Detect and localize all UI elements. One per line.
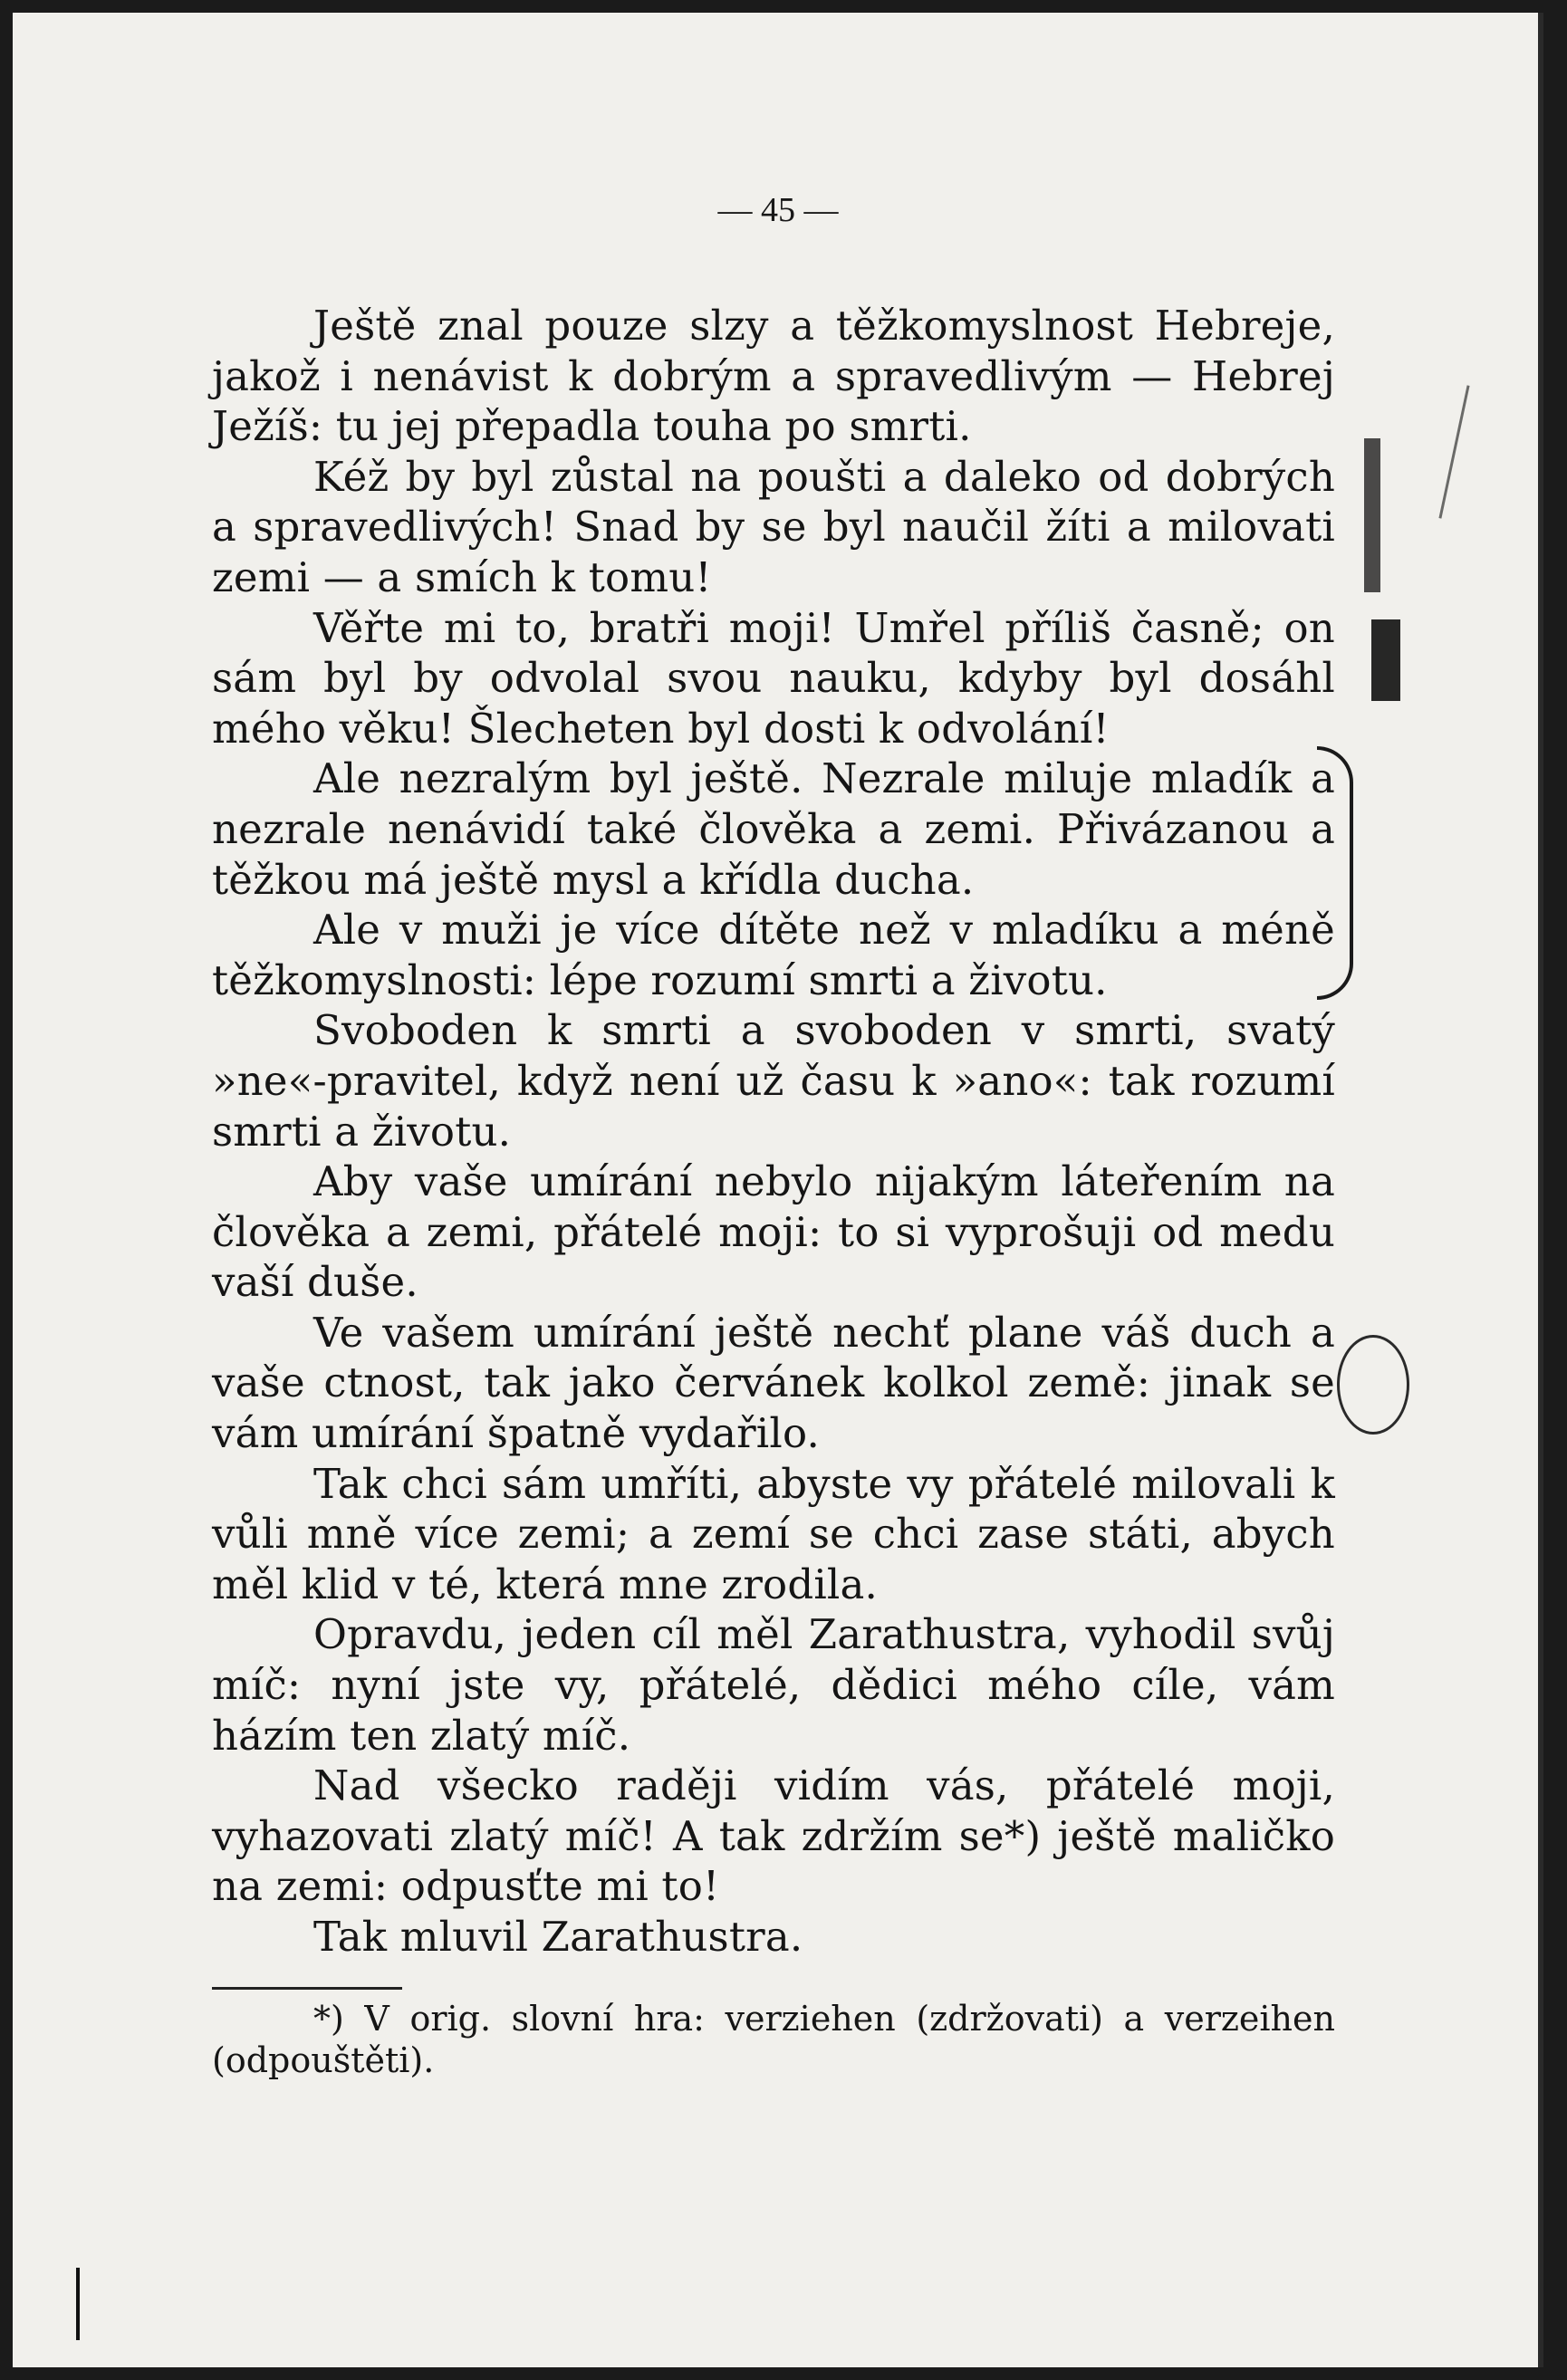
paragraph: Ale nezralým byl ještě. Nezrale miluje mladík a nezrale nenávidí také člověka a zemi. Přivázanou a těžkou má ještě mysl a křídla ducha. — [212, 754, 1335, 904]
paragraph: Tak chci sám umříti, abyste vy přátelé milovali k vůli mně více zemi; a zemí se chci zase státi, abych měl klid v té, která mne zrodila. — [212, 1459, 1335, 1608]
margin-ink-mark — [1371, 619, 1400, 701]
margin-bracket — [1317, 746, 1353, 1000]
footnote-divider — [212, 1987, 402, 1990]
paragraph: Ale v muži je více dítěte než v mladíku a méně těžkomyslnosti: lépe rozumí smrti a životu. — [212, 906, 1335, 1004]
paragraph: Nad všecko raději vidím vás, přátelé moji, vyhazovati zlatý míč! A tak zdržím se*) ještě maličko na zemi: odpusťte mi to! — [212, 1761, 1335, 1911]
margin-ink-mark — [1364, 438, 1380, 592]
margin-ink-mark — [76, 2268, 80, 2340]
paragraph: Svoboden k smrti a svoboden v smrti, svatý »ne«-pravitel, když není už času k »ano«: tak rozumí smrti a životu. — [212, 1006, 1335, 1156]
margin-pencil-line — [1438, 385, 1469, 518]
paragraph: Tak mluvil Zarathustra. — [313, 1913, 803, 1961]
page-number: — 45 — — [717, 191, 839, 229]
paragraph: Ve vašem umírání ještě nechť plane váš duch a vaše ctnost, tak jako červánek kolkol země: jinak se vám umírání špatně vydařilo. — [212, 1308, 1335, 1458]
paragraph: Aby vaše umírání nebylo nijakým láteřením na člověka a zemi, přátelé moji: to si vyprošuji od medu vaší duše. — [212, 1157, 1335, 1307]
paragraph: Opravdu, jeden cíl měl Zarathustra, vyhodil svůj míč: nyní jste vy, přátelé, dědici mého cíle, vám házím ten zlatý míč. — [212, 1610, 1335, 1760]
paragraph: Věřte mi to, bratři moji! Umřel příliš časně; on sám byl by odvolal svou nauku, kdyby byl dosáhl mého věku! Šlecheten byl dosti k odvolání! — [212, 603, 1335, 753]
footnote: *) V orig. slovní hra: verziehen (zdržovati) a verzeihen (odpouštěti). — [212, 1999, 1335, 2080]
paragraph: Ještě znal pouze slzy a těžkomyslnost Hebreje, jakož i nenávist k dobrým a spravedlivým — Hebrej Ježíš: tu jej přepadla touha po smrti. — [212, 302, 1335, 451]
book-page — [13, 13, 1543, 2367]
main-text — [212, 301, 1335, 1963]
paragraph: Kéž by byl zůstal na poušti a daleko od dobrých a spravedlivých! Snad by se byl naučil žíti a milovati zemi — a smích k tomu! — [212, 452, 1335, 601]
margin-circle-mark — [1337, 1335, 1409, 1435]
